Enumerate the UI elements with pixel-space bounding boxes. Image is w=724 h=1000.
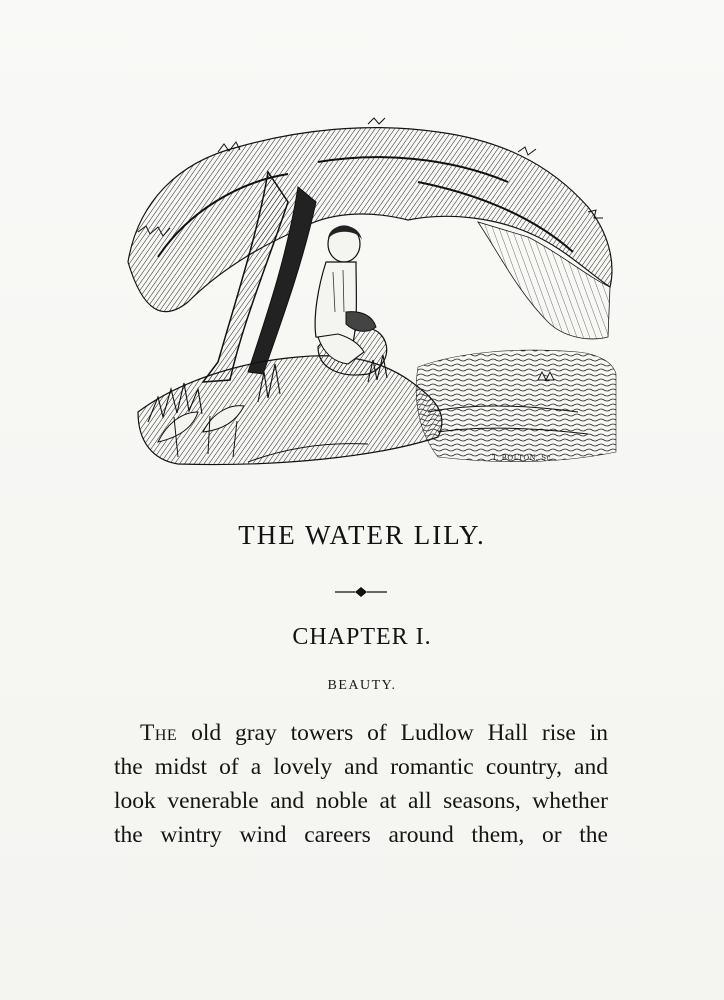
text-line-3: look venerable and noble at all seasons, whether	[114, 788, 608, 814]
text-line-2: the midst of a lovely and romantic country, and	[114, 754, 608, 780]
chapter-heading: CHAPTER I.	[292, 624, 432, 650]
text-line-4: the wintry wind careers around them, or the	[114, 822, 608, 848]
lead-word: The	[140, 720, 178, 746]
engraver-signature: T. BOLTON. Sc.	[492, 454, 554, 462]
text-line-1-rest: old gray towers of Ludlow Hall rise in	[177, 720, 608, 746]
text-line-1	[114, 716, 608, 750]
body-paragraph	[114, 716, 608, 852]
chapter-title: BEAUTY.	[327, 678, 397, 693]
engraving-icon	[118, 112, 618, 484]
diamond-ornament-icon	[333, 584, 389, 600]
book-title: THE WATER LILY.	[238, 520, 486, 550]
